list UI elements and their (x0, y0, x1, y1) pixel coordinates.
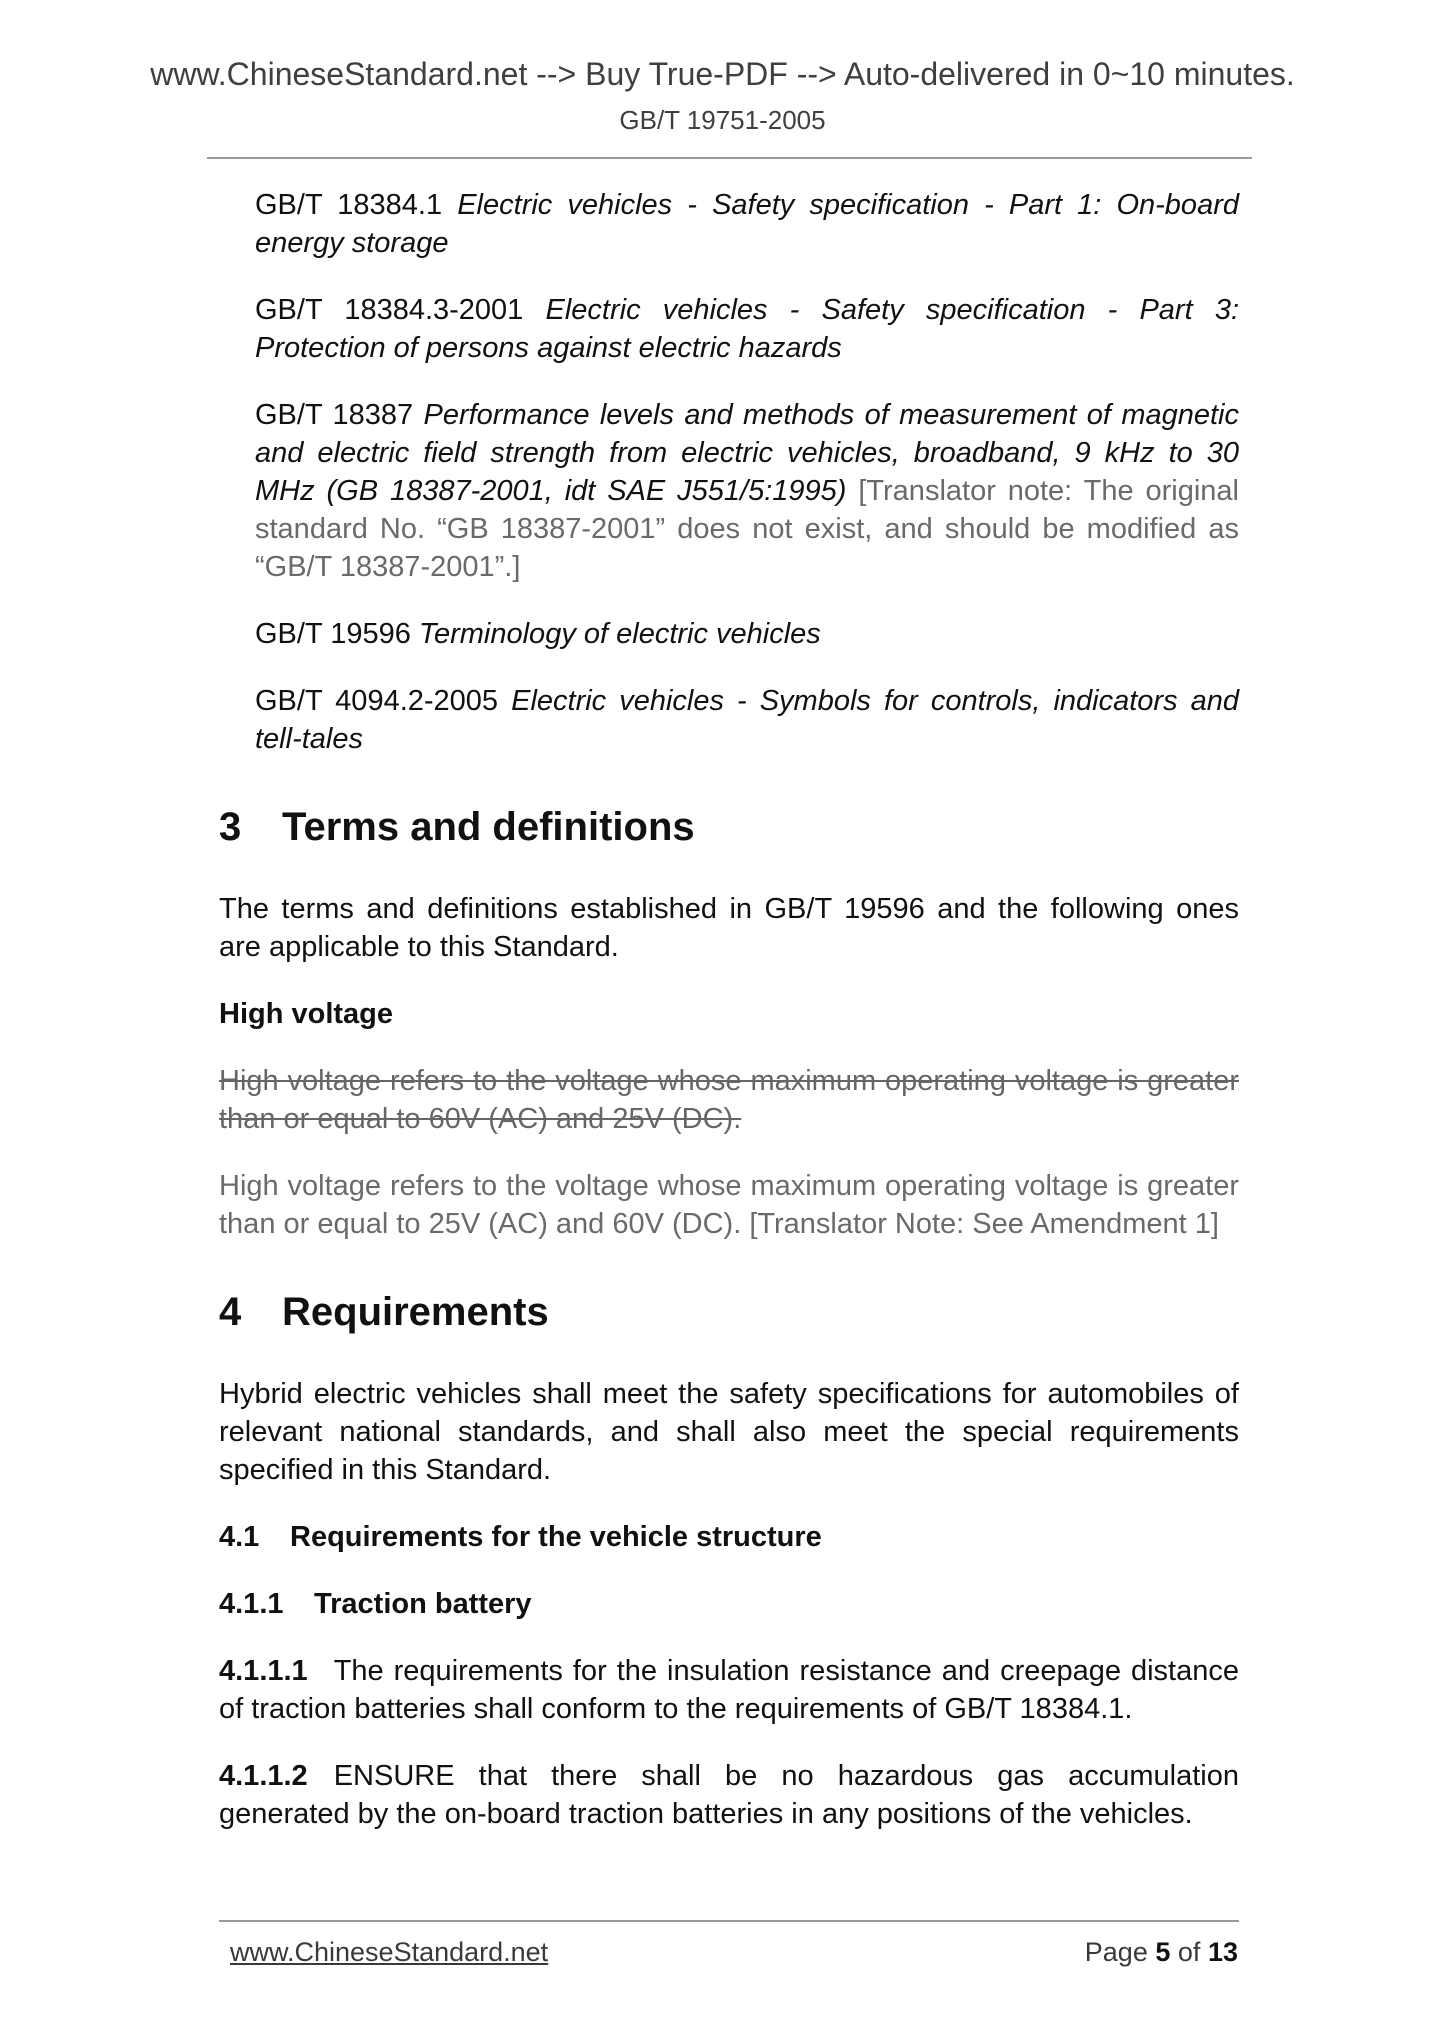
page-indicator (1085, 1937, 1238, 1968)
section-3-intro: The terms and definitions established in GB/T 19596 and the following ones are applicable to this Standard. (219, 893, 1239, 963)
clause-text: ENSURE that there shall be no hazardous gas accumulation generated by the on-board traction batteries in any positions of the vehicles. (219, 1760, 1239, 1830)
subsection-number: 4.1.1 (219, 1588, 284, 1620)
reference-item (255, 615, 1239, 653)
section-title: Requirements (282, 1290, 549, 1334)
section-4-intro: Hybrid electric vehicles shall meet the safety specifications for automobiles of relevant national standards, and shall also meet the special requirements specified in this Standard. (219, 1378, 1239, 1486)
clause-4-1-1-1 (219, 1652, 1239, 1728)
current-page: 5 (1155, 1937, 1171, 1967)
amended-definition: High voltage refers to the voltage whose maximum operating voltage is greater than or equal to 25V (AC) and 60V (DC). [Translator Note: See Amendment 1] (219, 1170, 1239, 1240)
reference-title: Electric vehicles - Safety specification - Part 1: On-board energy storage (255, 189, 1239, 259)
page-prefix: Page (1084, 1937, 1148, 1967)
section-number: 3 (219, 805, 242, 849)
footer-divider (219, 1920, 1239, 1922)
reference-title: Terminology of electric vehicles (418, 618, 821, 650)
reference-code: GB/T 18384.1 (255, 189, 443, 221)
page-of: of (1177, 1937, 1201, 1967)
reference-title: Performance levels and methods of measurement of magnetic and electric field strength from electric vehicles, broadband, 9 kHz to 30 MHz (GB 18387-2001, idt SAE J551/5:1995) (255, 399, 1239, 507)
translator-note: [Translator note: The original standard No. “GB 18387-2001” does not exist, and should be modified as “GB/T 18387-2001”.] (255, 475, 1239, 583)
document-id: GB/T 19751-2005 (619, 105, 826, 135)
subsection-title: Requirements for the vehicle structure (290, 1521, 822, 1553)
clause-number: 4.1.1.2 (219, 1760, 308, 1792)
reference-code: GB/T 18387 (255, 399, 414, 431)
reference-item (255, 186, 1239, 262)
reference-code: GB/T 18384.3-2001 (255, 294, 524, 326)
footer-site-link[interactable]: www.ChineseStandard.net (230, 1937, 549, 1967)
subsection-number: 4.1 (219, 1521, 260, 1553)
reference-item (255, 396, 1239, 586)
subsection-title: Traction battery (314, 1588, 532, 1620)
total-pages: 13 (1207, 1937, 1238, 1967)
clause-number: 4.1.1.1 (219, 1655, 308, 1687)
term-name: High voltage (219, 998, 394, 1030)
section-3-heading (219, 804, 1239, 850)
subsection-4-1-heading (219, 1518, 1239, 1556)
reference-item (255, 682, 1239, 758)
section-title: Terms and definitions (282, 805, 695, 849)
reference-code: GB/T 19596 (255, 618, 411, 650)
page-content (219, 186, 1239, 1862)
header-banner: www.ChineseStandard.net --> Buy True-PDF --> Auto-delivered in 0~10 minutes. (150, 56, 1295, 92)
deleted-definition: High voltage refers to the voltage whose maximum operating voltage is greater than or equal to 60V (AC) and 25V (DC). (219, 1065, 1239, 1135)
clause-4-1-1-2 (219, 1757, 1239, 1833)
clause-text: The requirements for the insulation resistance and creepage distance of traction batteries shall conform to the requirements of GB/T 18384.1. (219, 1655, 1239, 1725)
section-4-heading (219, 1289, 1239, 1335)
reference-item (255, 291, 1239, 367)
reference-title: Electric vehicles - Symbols for controls, indicators and tell-tales (255, 685, 1240, 755)
reference-code: GB/T 4094.2-2005 (255, 685, 499, 717)
subsection-4-1-1-heading (219, 1585, 1239, 1623)
reference-title: Electric vehicles - Safety specification - Part 3: Protection of persons against electric hazards (255, 294, 1240, 364)
header-divider (207, 157, 1252, 159)
section-number: 4 (219, 1290, 242, 1334)
